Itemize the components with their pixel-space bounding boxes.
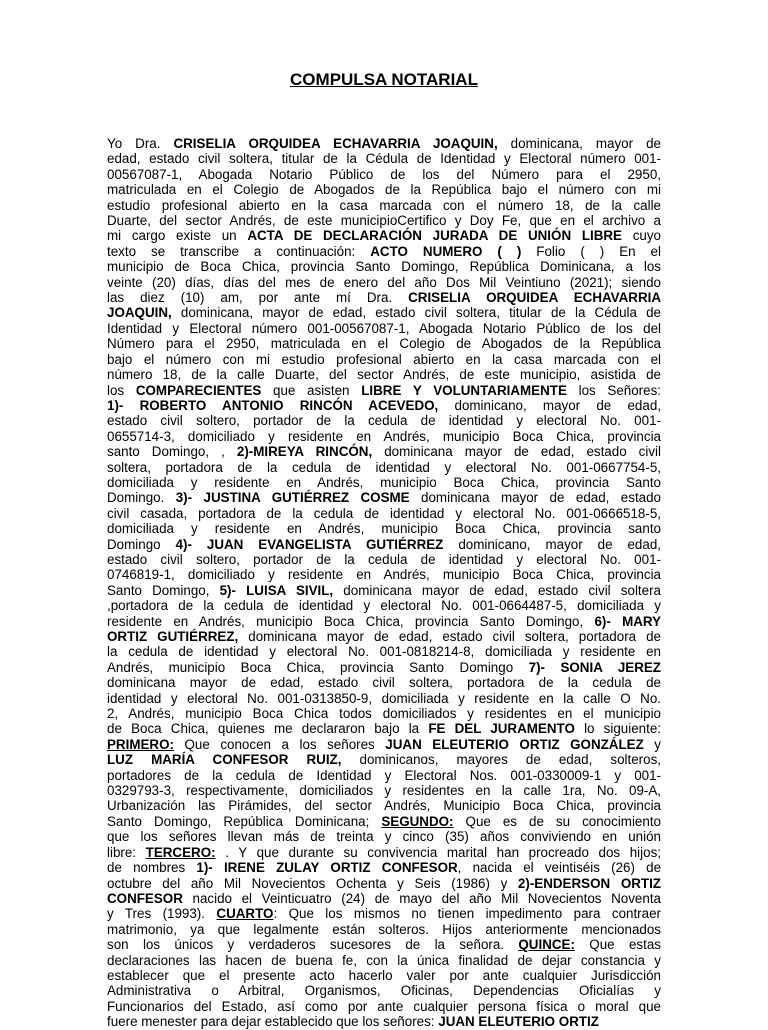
text-run: que los señores llevan más de treinta y cinco (35) años conviviendo en unión <box>107 829 661 845</box>
text-run: fuere menester para dejar establecido que los señores: <box>107 1014 439 1030</box>
body-line <box>107 675 661 690</box>
body-line <box>107 151 661 166</box>
body-line <box>107 629 661 644</box>
text-run: dominicano, mayor de edad, <box>438 397 661 413</box>
body-line <box>107 552 661 567</box>
text-run: matriculada en el Colegio de Abogados de la República bajo el número con mi <box>107 182 661 198</box>
text-run: portadores de la cedula de Identidad y Electoral Nos. 001-0330009-1 y 001- <box>107 767 661 783</box>
text-run: domiciliada y residente en Andrés, municipio Boca Chica, provincia Santo <box>107 474 661 490</box>
body-line <box>107 814 661 829</box>
text-run: mi cargo existe un <box>107 228 248 244</box>
body-line <box>107 906 661 921</box>
text-run: estado civil soltero, portador de la cedula de identidad y electoral No. 001- <box>107 551 661 567</box>
body-line <box>107 891 661 906</box>
text-run: , nacida el veintiséis (26) de <box>457 860 662 876</box>
body-line <box>107 521 661 536</box>
text-run: santo Domingo, , <box>107 444 237 460</box>
body-line <box>107 829 661 844</box>
body-line <box>107 983 661 998</box>
body-line <box>107 305 661 320</box>
body-line <box>107 244 661 259</box>
bold-text: 7)- SONIA JEREZ <box>528 659 661 675</box>
body-line <box>107 768 661 783</box>
body-line <box>107 644 661 659</box>
text-run: y Tres (1993). <box>107 906 217 922</box>
body-line <box>107 444 661 459</box>
bold-text: JOAQUIN, <box>107 305 172 321</box>
text-run: bajo el número con mi estudio profesional abierto en la casa marcada con el <box>107 351 661 367</box>
text-run: 0655714-3, domiciliado y residente en Andrés, municipio Boca Chica, provincia <box>107 428 661 444</box>
body-line <box>107 506 661 521</box>
body-line <box>107 567 661 582</box>
text-run: octubre del año Mil Novecientos Ochenta y Seis (1986) y <box>107 875 518 891</box>
text-run: 0746819-1, domiciliado y residente en Andrés, municipio Boca Chica, provincia <box>107 567 661 583</box>
bold-text: 1)- ROBERTO ANTONIO RINCÓN ACEVEDO, <box>107 397 439 413</box>
body-line <box>107 999 661 1014</box>
text-run: cuyo <box>622 228 661 244</box>
text-run: estado civil soltero, portador de la cedula de identidad y electoral No. 001- <box>107 413 661 429</box>
bold-text: CRISELIA ORQUIDEA ECHAVARRIA <box>408 290 662 306</box>
text-run: 00567087-1, Abogada Notario Público de los del Número para el 2950, <box>107 166 661 182</box>
bold-text: QUINCE: <box>518 937 575 953</box>
body-line <box>107 367 661 382</box>
text-run: ,portadora de la cedula de identidad y electoral No. 001-0664487-5, domiciliada y <box>107 598 661 614</box>
bold-text: CONFESOR <box>107 890 183 906</box>
text-run: : Que los mismos no tienen impedimento para contraer <box>273 906 661 922</box>
text-run: dominicana mayor de edad, estado civil soltera, portadora de <box>238 629 661 644</box>
bold-text: LIBRE Y VOLUNTARIAMENTE <box>361 382 567 398</box>
document-body <box>107 136 661 1030</box>
body-line <box>107 182 661 197</box>
text-run: dominicana, mayor de <box>497 136 661 151</box>
text-run: son los únicos y verdaderos sucesores de la señora. <box>107 937 519 953</box>
bold-text: PRIMERO: <box>107 736 174 752</box>
text-run: Santo Domingo, <box>107 582 220 598</box>
body-line <box>107 937 661 952</box>
text-run: municipio de Boca Chica, provincia Santo Domingo, República Dominicana, a los <box>107 259 661 275</box>
text-run: texto se transcribe a continuación: <box>107 243 371 259</box>
text-run: . Y que durante su convivencia marital han procreado dos hijos; <box>215 844 661 860</box>
text-run: Que estas <box>574 937 661 953</box>
text-run: dominicana mayor de edad, estado civil soltera <box>333 582 661 598</box>
text-run: soltera, portadora de la cedula de identidad y electoral No. 001-0667754-5, <box>107 459 661 475</box>
text-run: dominicana, mayor de edad, estado civil soltera, titular de la Cédula de <box>171 305 661 321</box>
text-run: Urbanización las Pirámides, del sector Andrés, Municipio Boca Chica, provincia <box>107 798 661 814</box>
body-line <box>107 198 661 213</box>
text-run: Santo Domingo, República Dominicana; <box>107 813 382 829</box>
bold-text: TERCERO: <box>145 844 216 860</box>
text-run: residente en Andrés, municipio Boca Chica, provincia Santo Domingo, <box>107 613 595 629</box>
body-line <box>107 398 661 413</box>
body-line <box>107 275 661 290</box>
body-line <box>107 460 661 475</box>
text-run: Duarte, del sector Andrés, de este municipioCertifico y Doy Fe, que en el archivo a <box>107 213 661 229</box>
text-run: dominicano, mayor de edad, <box>443 536 661 552</box>
text-run: libre: <box>107 844 146 860</box>
text-run: civil casada, portadora de la cedula de identidad y electoral No. 001-0666518-5, <box>107 505 661 521</box>
text-run: Folio ( ) En el <box>521 243 661 259</box>
text-run: Que conocen a los señores <box>173 736 386 752</box>
bold-text: CUARTO <box>216 906 274 922</box>
bold-text: FE DEL JURAMENTO <box>428 721 575 737</box>
body-line <box>107 228 661 243</box>
text-run: número 18, de la calle Duarte, del sector Andrés, de este municipio, asistida de <box>107 367 661 383</box>
body-line <box>107 922 661 937</box>
text-run: Andrés, municipio Boca Chica, provincia Santo Domingo <box>107 659 529 675</box>
body-line <box>107 691 661 706</box>
body-line <box>107 721 661 736</box>
text-run: Funcionarios del Estado, así como por ante cualquier persona física o moral que <box>107 998 661 1014</box>
text-run: nacido el Veinticuatro (24) de mayo del año Mil Novecientos Noventa <box>182 890 661 906</box>
body-line <box>107 352 661 367</box>
text-run: Yo Dra. <box>107 136 174 151</box>
body-line <box>107 213 661 228</box>
bold-text: LUZ MARÍA CONFESOR RUIZ, <box>107 752 342 768</box>
text-run: 0329793-3, respectivamente, domiciliados y residentes en la calle 1ra, No. 09-A, <box>107 783 661 799</box>
text-run: domiciliada y residente en Andrés, municipio Boca Chica, provincia santo <box>107 521 661 537</box>
body-line <box>107 429 661 444</box>
body-line <box>107 413 661 428</box>
text-run: y <box>643 736 661 752</box>
body-line <box>107 475 661 490</box>
bold-text: JUAN ELEUTERIO ORTIZ <box>438 1014 599 1030</box>
bold-text: COMPARECIENTES <box>135 382 262 398</box>
bold-text: ACTA DE DECLARACIÓN JURADA DE UNIÓN LIBRE <box>247 228 622 244</box>
body-line <box>107 259 661 274</box>
text-run: los <box>107 382 136 398</box>
bold-text: 2)-MIREYA RINCÓN, <box>236 444 373 460</box>
bold-text: 3)- JUSTINA GUTIÉRREZ COSME <box>175 490 410 506</box>
body-line <box>107 598 661 613</box>
bold-text: 6)- MARY <box>594 613 662 629</box>
text-run: estudio profesional abierto en la casa marcada con el número 18, de la calle <box>107 197 661 213</box>
text-run: Domingo. <box>107 490 176 506</box>
text-run: Que es de su conocimiento <box>453 813 661 829</box>
bold-text: 2)-ENDERSON ORTIZ <box>517 875 661 891</box>
text-run: Identidad y Electoral número 001-00567087-1, Abogada Notario Público de los del <box>107 320 661 336</box>
body-line <box>107 752 661 767</box>
body-line <box>107 737 661 752</box>
body-line <box>107 860 661 875</box>
text-run: dominicana mayor de edad, estado civil soltera, portadora de la cedula de <box>107 675 661 691</box>
text-run: de nombres <box>107 860 197 876</box>
body-line <box>107 321 661 336</box>
body-line <box>107 660 661 675</box>
text-run: declaraciones las hacen de buena fe, con la única finalidad de dejar constancia y <box>107 952 661 968</box>
body-line <box>107 706 661 721</box>
body-line <box>107 290 661 305</box>
text-run: matrimonio, ya que legalmente están solteros. Hijos anteriormente mencionados <box>107 921 661 937</box>
bold-text: SEGUNDO: <box>381 813 454 829</box>
body-line <box>107 614 661 629</box>
bold-text: 5)- LUISA SIVIL, <box>219 582 334 598</box>
body-line <box>107 383 661 398</box>
text-run: lo siguiente: <box>574 721 661 737</box>
bold-text: 4)- JUAN EVANGELISTA GUTIÉRREZ <box>175 536 444 552</box>
bold-text: 1)- IRENE ZULAY ORTIZ CONFESOR <box>196 860 458 876</box>
text-run: Número para el 2950, matriculada en el Colegio de Abogados de la República <box>107 336 661 352</box>
text-run: los Señores: <box>566 382 662 398</box>
body-line <box>107 876 661 891</box>
body-line <box>107 783 661 798</box>
text-run: de Boca Chica, quienes me declararon bajo la <box>107 721 429 737</box>
bold-text: ACTO NUMERO ( ) <box>370 243 522 259</box>
text-run: 2, Andrés, municipio Boca Chica todos domiciliados y residentes en el municipio <box>107 706 661 722</box>
body-line <box>107 490 661 505</box>
body-line <box>107 798 661 813</box>
text-run: Administrativa o Arbitral, Organismos, Oficinas, Dependencias Oficialías y <box>107 983 661 999</box>
text-run: dominicanos, mayores de edad, solteros, <box>341 752 662 768</box>
body-line <box>107 968 661 983</box>
bold-text: JUAN ELEUTERIO ORTIZ GONZÁLEZ <box>385 736 644 752</box>
text-run: dominicana mayor de edad, estado civil <box>372 444 661 460</box>
bold-text: ORTIZ GUTIÉRREZ, <box>107 629 239 644</box>
document-title: COMPULSA NOTARIAL <box>290 70 478 89</box>
text-run: establecer que el presente acto hacerlo valer por ante cualquier Jurisdicción <box>107 967 661 983</box>
text-run: edad, estado civil soltera, titular de la Cédula de Identidad y Electoral número 001- <box>107 151 661 167</box>
text-run: las diez (10) am, por ante mí Dra. <box>107 290 409 306</box>
body-line <box>107 537 661 552</box>
body-line <box>107 136 661 151</box>
text-run: identidad y electoral No. 001-0313850-9, domiciliada y residente en la calle O No. <box>107 690 661 706</box>
text-run: que asisten <box>261 382 362 398</box>
text-run: la cedula de identidad y electoral No. 001-0818214-8, domiciliada y residente en <box>107 644 661 660</box>
body-line <box>107 1014 661 1029</box>
text-run: dominicana mayor de edad, estado <box>409 490 662 506</box>
body-line <box>107 336 661 351</box>
body-line <box>107 845 661 860</box>
body-line <box>107 953 661 968</box>
body-line <box>107 583 661 598</box>
text-run: veinte (20) días, días del mes de enero del año Dos Mil Veintiuno (2021); siendo <box>107 274 661 290</box>
text-run: Domingo <box>107 536 176 552</box>
bold-text: CRISELIA ORQUIDEA ECHAVARRIA JOAQUIN, <box>173 136 498 151</box>
body-line <box>107 167 661 182</box>
